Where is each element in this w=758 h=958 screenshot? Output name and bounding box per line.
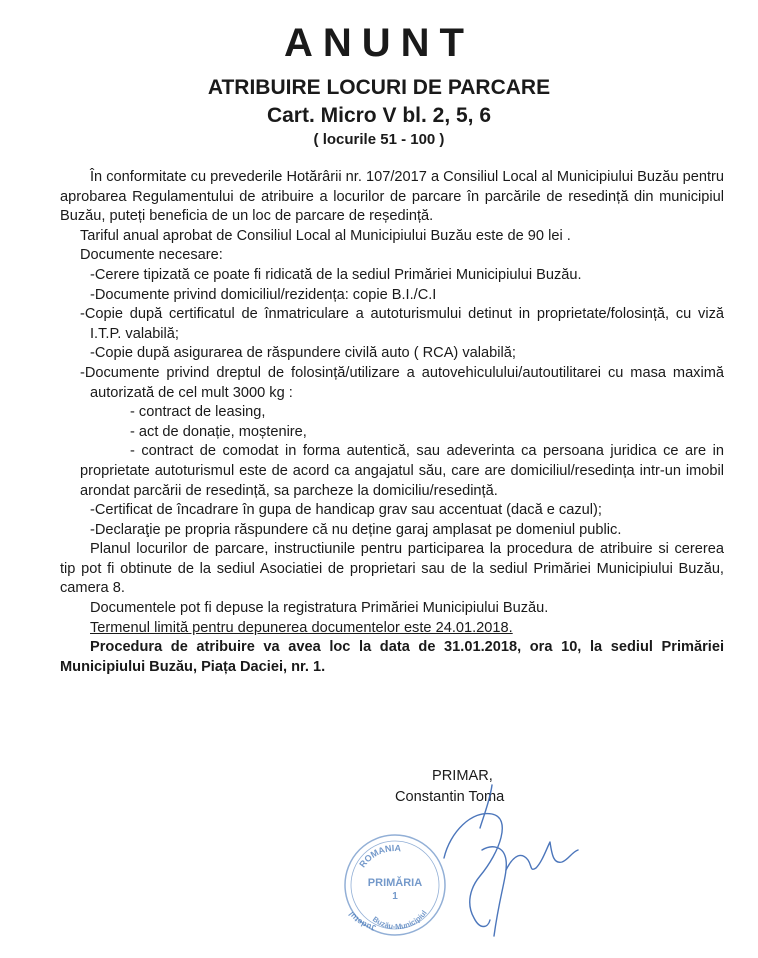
announcement-body xyxy=(60,168,724,677)
svg-text:ROMANIA xyxy=(357,843,402,869)
document-item: -Copie după certificatul de înmatriculare a autoturismului detinut in proprietate/folosință, cu viză I.T.P. valabilă; xyxy=(80,306,724,342)
stamp-center-text: PRIMĂRIA xyxy=(367,877,423,889)
paragraph-intro: În conformitate cu prevederile Hotărârii nr. 107/2017 a Consiliul Local al Municipiului Buzău pentru aprobarea Regulamentului de atribuire a locurilor de parcare în parcările de resedință din municipiul Buzău, puteți beneficia de un loc de parcare de reședință. xyxy=(60,169,724,225)
announcement-title: ANUNT xyxy=(284,21,474,65)
announcement-location: Cart. Micro V bl. 2, 5, 6 xyxy=(266,104,492,127)
document-item: -Cerere tipizată ce poate fi ridicată de la sediul Primăriei Municipiului Buzău. xyxy=(90,266,582,283)
stamp-left-text: Judetul xyxy=(346,909,377,933)
paragraph-submission: Documentele pot fi depuse la registratura Primăriei Municipiului Buzău. xyxy=(90,600,549,617)
document-item: -Declaraţie pe propria răspundere că nu deține garaj amplasat pe domeniul public. xyxy=(90,521,622,538)
document-subitem: - contract de leasing, xyxy=(130,404,266,421)
stamp-bottom-text: Buzău-Municipiul xyxy=(370,908,429,932)
stamp-number: 1 xyxy=(392,891,398,902)
deadline-text: Termenul limită pentru depunerea documentelor este 24.01.2018. xyxy=(90,619,513,636)
paragraph-deadline xyxy=(60,619,724,639)
paragraph-tariff: Tariful anual aprobat de Consiliul Local al Municipiului Buzău este de 90 lei . xyxy=(80,227,571,244)
document-subitem: - contract de comodat in forma autentică, sau adeverinta ca persoana juridica ce are in proprietate autoturismul este de acord ca angajatul său, care are domiciliul/resedința intr-un imobil arondat parcării de resedință, sa parcheze la domiciliu/resedință. xyxy=(80,443,724,499)
paragraph-procedure: Procedura de atribuire va avea loc la data de 31.01.2018, ora 10, la sediul Primăriei Municipiului Buzău, Piața Daciei, nr. 1. xyxy=(60,639,724,675)
document-item: -Copie după asigurarea de răspundere civilă auto ( RCA) valabilă; xyxy=(90,345,516,362)
signatory-role: PRIMAR, xyxy=(432,768,493,784)
signatory-name: Constantin Toma xyxy=(395,789,505,805)
document-item: -Certificat de încadrare în gupa de handicap grav sau accentuat (dacă e cazul); xyxy=(90,502,602,519)
document-item: -Documente privind domiciliul/rezidența: copie B.I./C.I xyxy=(90,286,437,303)
handwritten-signature xyxy=(432,780,582,940)
paragraph-documents-heading: Documente necesare: xyxy=(80,247,223,264)
announcement-subtitle: ATRIBUIRE LOCURI DE PARCARE xyxy=(207,76,551,99)
announcement-places: ( locurile 51 - 100 ) xyxy=(313,131,445,148)
stamp-top-text: ROMANIA xyxy=(357,842,402,870)
paragraph-plan: Planul locurilor de parcare, instructiunile pentru participarea la procedura de atribuire si cererea tip pot fi obtinute de la sediul Asociatiei de proprietari sau de la sediul Primăriei Municipiului Buzău, camera 8. xyxy=(60,541,724,597)
document-subitem: - act de donație, moștenire, xyxy=(130,423,307,440)
document-item: -Documente privind dreptul de folosință/utilizare a autovehiculului/autoutilitarei cu masa maximă autorizată de cel mult 3000 kg : xyxy=(80,364,724,401)
